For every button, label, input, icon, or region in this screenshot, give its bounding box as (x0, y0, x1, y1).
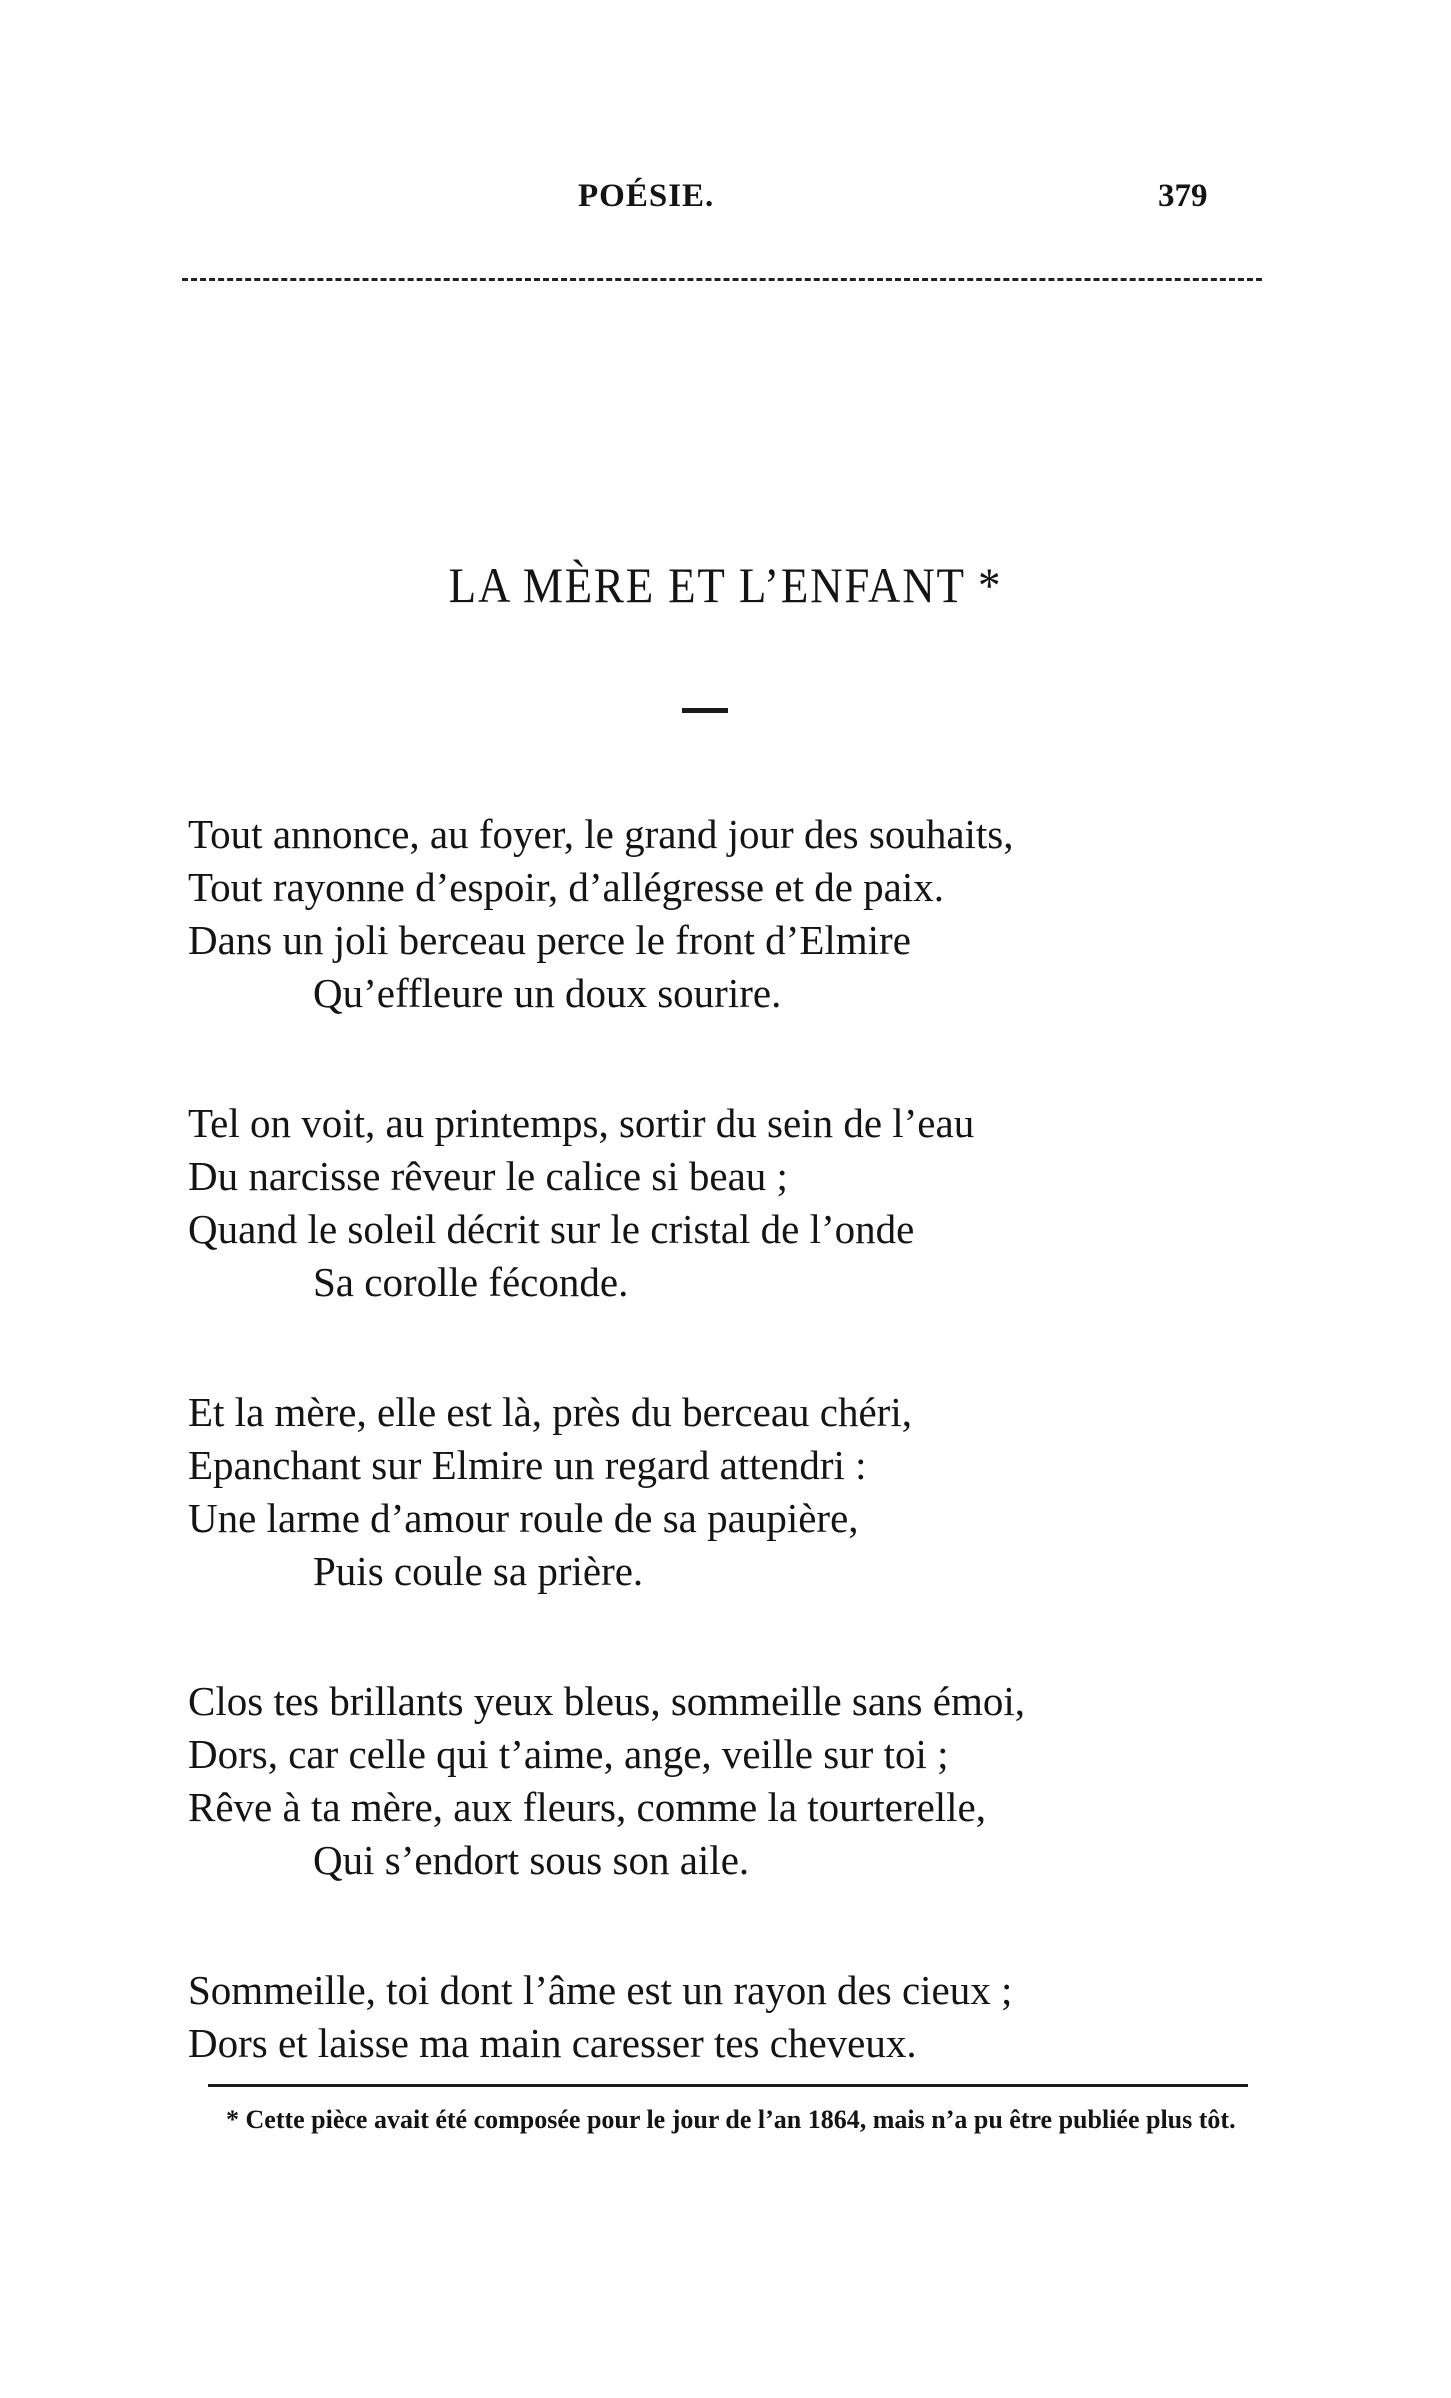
verse-line: Sommeille, toi dont l’âme est un rayon des cieux ; (188, 1967, 1013, 2013)
verse-line: Tout rayonne d’espoir, d’allégresse et de paix. (188, 864, 944, 910)
footnote-divider (208, 2084, 1248, 2087)
poem-title: LA MÈRE ET L’ENFANT * (448, 557, 1003, 613)
verse-line-indented: Puis coule sa prière. (313, 1548, 644, 1594)
running-header-title: POÉSIE. (578, 178, 715, 214)
stanza (188, 808, 1268, 1020)
verse-line: Clos tes brillants yeux bleus, sommeille sans émoi, (188, 1678, 1025, 1724)
verse-line: Dans un joli berceau perce le front d’Elmire (188, 917, 911, 963)
header-divider (182, 278, 1262, 281)
stanza (188, 1675, 1268, 1887)
verse-line: Du narcisse rêveur le calice si beau ; (188, 1153, 788, 1199)
footnote (198, 2104, 1248, 2136)
stanza (188, 1386, 1268, 1598)
footnote-text: * Cette pièce avait été composée pour le jour de l’an 1864, mais n’a pu être publiée plus tôt. (226, 2105, 1236, 2134)
stanza (188, 1964, 1268, 2070)
verse-line-indented: Qu’effleure un doux sourire. (313, 970, 782, 1016)
verse-line: Dors, car celle qui t’aime, ange, veille sur toi ; (188, 1731, 949, 1777)
verse-line: Et la mère, elle est là, près du berceau chéri, (188, 1389, 912, 1435)
verse-line: Quand le soleil décrit sur le cristal de l’onde (188, 1206, 915, 1252)
verse-line: Une larme d’amour roule de sa paupière, (188, 1495, 859, 1541)
verse-line: Tel on voit, au printemps, sortir du sein de l’eau (188, 1100, 975, 1146)
stanza (188, 1097, 1268, 1309)
verse-line: Dors et laisse ma main caresser tes cheveux. (188, 2020, 917, 2066)
verse-line: Rêve à ta mère, aux fleurs, comme la tourterelle, (188, 1784, 986, 1830)
verse-line: Tout annonce, au foyer, le grand jour des souhaits, (188, 811, 1014, 857)
title-dash-ornament (682, 708, 728, 713)
verse-line-indented: Qui s’endort sous son aile. (313, 1837, 750, 1883)
verse-line-indented: Sa corolle féconde. (313, 1259, 629, 1305)
page-number: 379 (1158, 178, 1208, 214)
verse-line: Epanchant sur Elmire un regard attendri : (188, 1442, 867, 1488)
